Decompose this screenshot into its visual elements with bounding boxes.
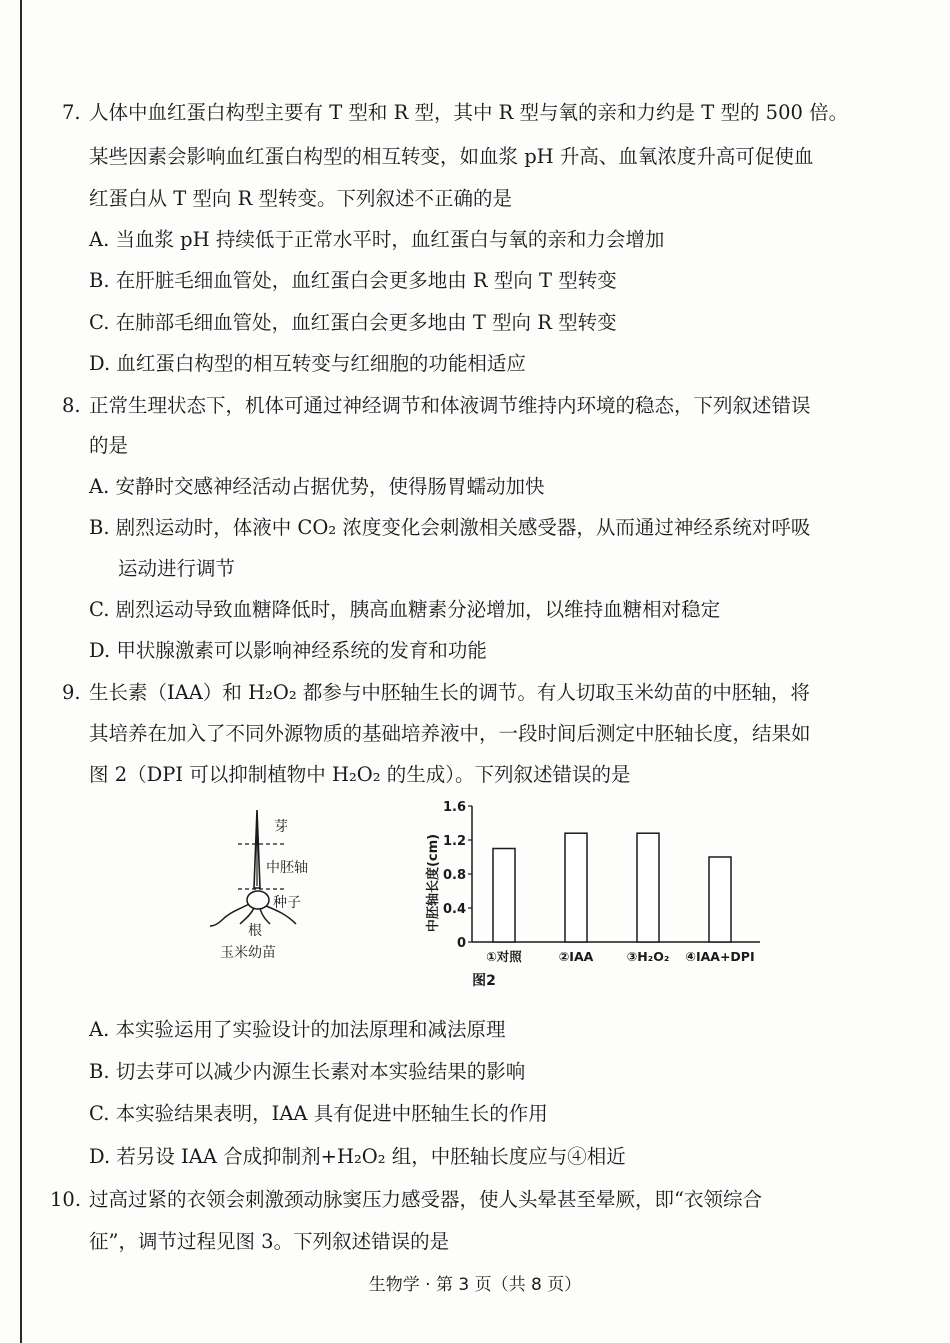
chart-bars — [493, 833, 731, 942]
q8-option-c: C. 剧烈运动导致血糖降低时，胰高血糖素分泌增加，以维持血糖相对稳定 — [89, 598, 721, 621]
q9-option-c: C. 本实验结果表明，IAA 具有促进中胚轴生长的作用 — [89, 1102, 548, 1125]
q8-line-1: 8. 正常生理状态下，机体可通过神经调节和体液调节维持内环境的稳态，下列叙述错误 — [62, 394, 811, 417]
bar-4 — [709, 857, 731, 942]
q8-option-d: D. 甲状腺激素可以影响神经系统的发育和功能 — [89, 639, 487, 662]
root-middle — [240, 908, 254, 924]
q7-line-1: 7. 人体中血红蛋白构型主要有 T 型和 R 型，其中 R 型与氧的亲和力约是 T 型的 500 倍。 — [62, 101, 849, 124]
q9-option-b: B. 切去芽可以减少内源生长素对本实验结果的影响 — [89, 1060, 526, 1083]
q9-option-d: D. 若另设 IAA 合成抑制剂+H₂O₂ 组，中胚轴长度应与④相近 — [89, 1145, 626, 1168]
y-tick-label: 0.8 — [442, 868, 466, 883]
figure-2-bar-chart — [420, 795, 770, 995]
q9-line-1: 9. 生长素（IAA）和 H₂O₂ 都参与中胚轴生长的调节。有人切取玉米幼苗的中胚轴，将 — [62, 681, 810, 704]
bar-1 — [493, 849, 515, 943]
y-tick-label: 0 — [456, 936, 466, 951]
q9-line-3: 图 2（DPI 可以抑制植物中 H₂O₂ 的生成）。下列叙述错误的是 — [89, 763, 631, 786]
q7-option-c: C. 在肺部毛细血管处，血红蛋白会更多地由 T 型向 R 型转变 — [89, 311, 617, 334]
chart-labels — [443, 800, 755, 964]
y-tick-label: 1.2 — [442, 834, 466, 849]
q7-line-3: 红蛋白从 T 型向 R 型转变。下列叙述不正确的是 — [89, 187, 512, 210]
q8-option-b: B. 剧烈运动时，体液中 CO₂ 浓度变化会刺激相关感受器，从而通过神经系统对呼吸 — [89, 516, 811, 539]
q7-option-b: B. 在肝脏毛细血管处，血红蛋白会更多地由 R 型向 T 型转变 — [89, 269, 617, 292]
seedling-diagram — [200, 800, 350, 970]
label-seedling-caption: 玉米幼苗 — [220, 945, 276, 961]
bar-3 — [637, 833, 659, 942]
q10-line-1: 10. 过高过紧的衣领会刺激颈动脉窦压力感受器，使人头晕甚至晕厥，即“衣领综合 — [50, 1188, 762, 1211]
x-tick-label: ②IAA — [558, 949, 594, 964]
q8-line-2: 的是 — [89, 434, 129, 457]
root-left — [210, 904, 249, 926]
x-tick-label: ④IAA+DPI — [685, 949, 755, 964]
q8-option-b-cont: 运动进行调节 — [118, 557, 236, 580]
q7-line-2: 某些因素会影响血红蛋白构型的相互转变，如血浆 pH 升高、血氧浓度升高可促使血 — [89, 145, 814, 168]
label-seed: 种子 — [273, 895, 301, 911]
root-small — [260, 908, 270, 924]
q7-option-d: D. 血红蛋白构型的相互转变与红细胞的功能相适应 — [89, 352, 526, 375]
q9-number: 9. — [62, 681, 81, 704]
q7-option-a: A. 当血浆 pH 持续低于正常水平时，血红蛋白与氧的亲和力会增加 — [89, 228, 665, 251]
y-tick-label: 1.6 — [442, 800, 466, 815]
q10-number: 10. — [50, 1188, 82, 1211]
chart-title: 图2 — [472, 973, 496, 989]
x-tick-label: ①对照 — [486, 949, 522, 964]
label-mesocotyl: 中胚轴 — [266, 860, 308, 876]
q7-number: 7. — [62, 101, 81, 124]
chart-y-axis-label: 中胚轴长度(cm) — [426, 833, 441, 933]
seed-shape — [247, 891, 269, 909]
q8-number: 8. — [62, 394, 81, 417]
bar-2 — [565, 833, 587, 942]
q9-option-a: A. 本实验运用了实验设计的加法原理和减法原理 — [89, 1018, 506, 1041]
page-edge-line — [20, 0, 22, 1343]
q8-option-a: A. 安静时交感神经活动占据优势，使得肠胃蠕动加快 — [89, 475, 545, 498]
x-tick-label: ③H₂O₂ — [626, 949, 670, 964]
y-tick-label: 0.4 — [442, 902, 466, 917]
label-bud: 芽 — [274, 819, 288, 835]
q10-line-2: 征”，调节过程见图 3。下列叙述错误的是 — [89, 1230, 450, 1253]
label-root: 根 — [248, 923, 262, 939]
q9-line-2: 其培养在加入了不同外源物质的基础培养液中，一段时间后测定中胚轴长度，结果如 — [89, 722, 811, 745]
page-footer: 生物学 · 第 3 页（共 8 页） — [368, 1275, 582, 1295]
